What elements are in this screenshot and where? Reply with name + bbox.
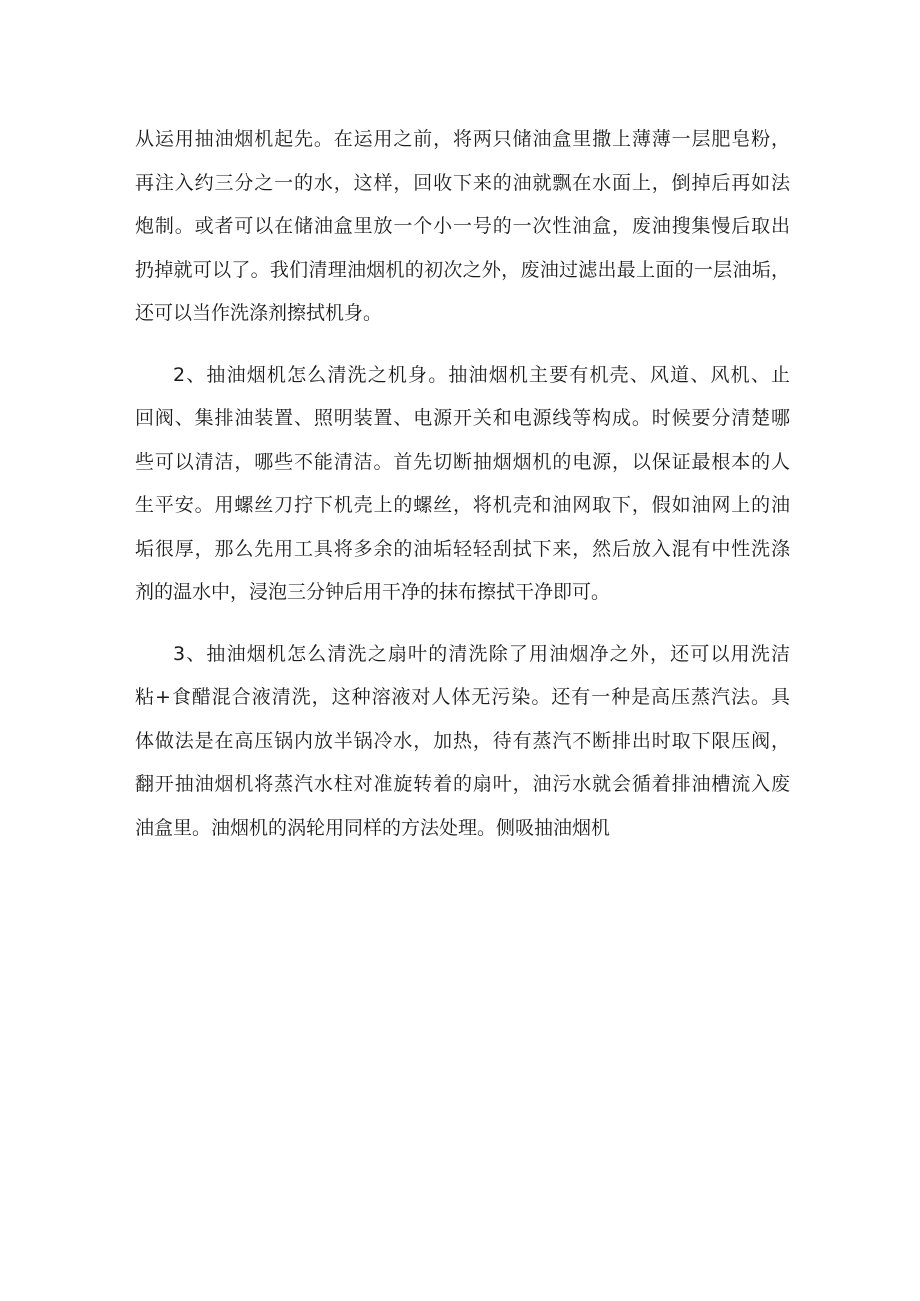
- text-line: 翻开抽油烟机将蒸汽水柱对准旋转着的扇叶，油污水就会循着排油槽流入废: [135, 773, 790, 795]
- text-line: 回阀、集排油装置、照明装置、电源开关和电源线等构成。时候要分清楚哪: [135, 407, 790, 429]
- paragraph-1: [135, 118, 790, 336]
- text-line: 些可以清洁，哪些不能清洁。首先切断抽烟烟机的电源，以保证最根本的人: [135, 450, 790, 473]
- text-line: 生平安。用螺丝刀拧下机壳上的螺丝，将机壳和油网取下，假如油网上的油: [135, 494, 790, 516]
- text-line: 炮制。或者可以在储油盒里放一个小一号的一次性油盒，废油搜集慢后取出: [135, 215, 790, 237]
- paragraph-3: [135, 633, 790, 851]
- text-line: 还可以当作洗涤剂擦拭机身。: [135, 302, 383, 324]
- text-line: 油盒里。油烟机的涡轮用同样的方法处理。侧吸抽油烟机: [135, 816, 611, 839]
- document-body: [135, 118, 790, 868]
- text-line: 体做法是在高压锅内放半锅冷水，加热，待有蒸汽不断排出时取下限压阀，: [135, 729, 790, 752]
- text-line: 剂的温水中，浸泡三分钟后用干净的抹布擦拭干净即可。: [135, 581, 611, 603]
- text-line: 粘+食醋混合液清洗，这种溶液对人体无污染。还有一种是高压蒸汽法。具: [135, 686, 790, 708]
- text-line: 扔掉就可以了。我们清理油烟机的初次之外，废油过滤出最上面的一层油垢，: [135, 258, 790, 281]
- text-line: 从运用抽油烟机起先。在运用之前，将两只储油盒里撒上薄薄一层肥皂粉，: [135, 128, 790, 150]
- paragraph-2: [135, 354, 790, 615]
- text-line: 垢很厚，那么先用工具将多余的油垢轻轻刮拭下来，然后放入混有中性洗涤: [135, 537, 790, 560]
- text-line: 3、抽油烟机怎么清洗之扇叶的清洗除了用油烟净之外，还可以用洗洁: [173, 642, 790, 665]
- text-line: 2、抽油烟机怎么清洗之机身。抽油烟机主要有机壳、风道、风机、止: [173, 363, 790, 386]
- text-line: 再注入约三分之一的水，这样，回收下来的油就飘在水面上，倒掉后再如法: [135, 171, 790, 194]
